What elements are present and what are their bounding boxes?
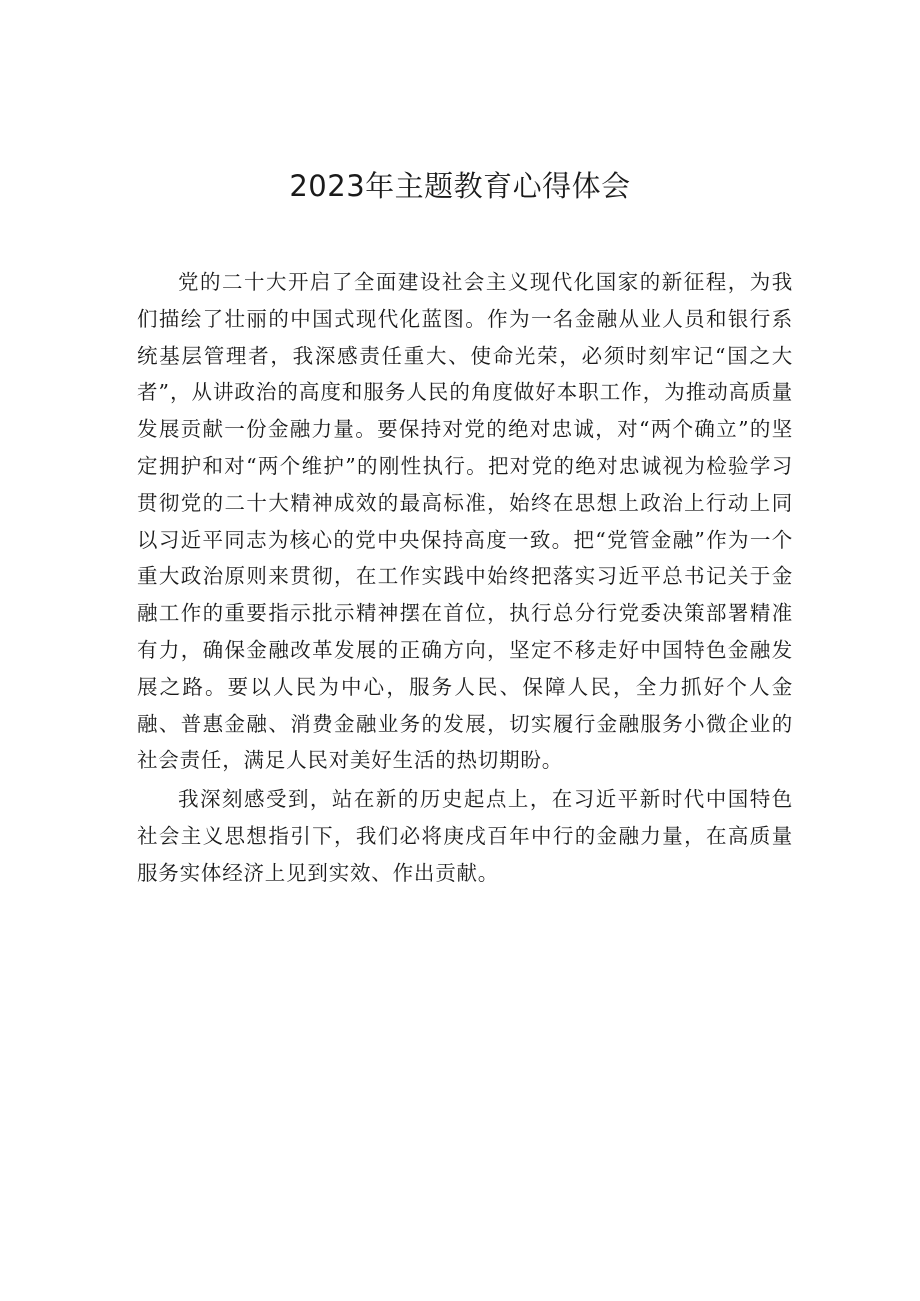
- body-paragraph-2: 我深刻感受到，站在新的历史起点上，在习近平新时代中国特色社会主义思想指引下，我们必将庚戌百年中行的金融力量，在高质量服务实体经济上见到实效、作出贡献。: [137, 787, 793, 885]
- document-title: 2023年主题教育心得体会: [289, 169, 631, 203]
- body-paragraph-1: 党的二十大开启了全面建设社会主义现代化国家的新征程，为我们描绘了壮丽的中国式现代化蓝图。作为一名金融从业人员和银行系统基层管理者，我深感责任重大、使命光荣，必须时刻牢记“国之大者”，从讲政治的高度和服务人民的角度做好本职工作，为推动高质量发展贡献一份金融力量。要保持对党的绝对忠诚，对“两个确立”的坚定拥护和对“两个维护”的刚性执行。把对党的绝对忠诚视为检验学习贯彻党的二十大精神成效的最高标准，始终在思想上政治上行动上同以习近平同志为核心的党中央保持高度一致。把“党管金融”作为一个重大政治原则来贯彻，在工作实践中始终把落实习近平总书记关于金融工作的重要指示批示精神摆在首位，执行总分行党委决策部署精准有力，确保金融改革发展的正确方向，坚定不移走好中国特色金融发展之路。要以人民为中心，服务人民、保障人民，全力抓好个人金融、普惠金融、消费金融业务的发展，切实履行金融服务小微企业的社会责任，满足人民对美好生活的热切期盼。: [137, 270, 793, 773]
- document-body: [137, 264, 793, 892]
